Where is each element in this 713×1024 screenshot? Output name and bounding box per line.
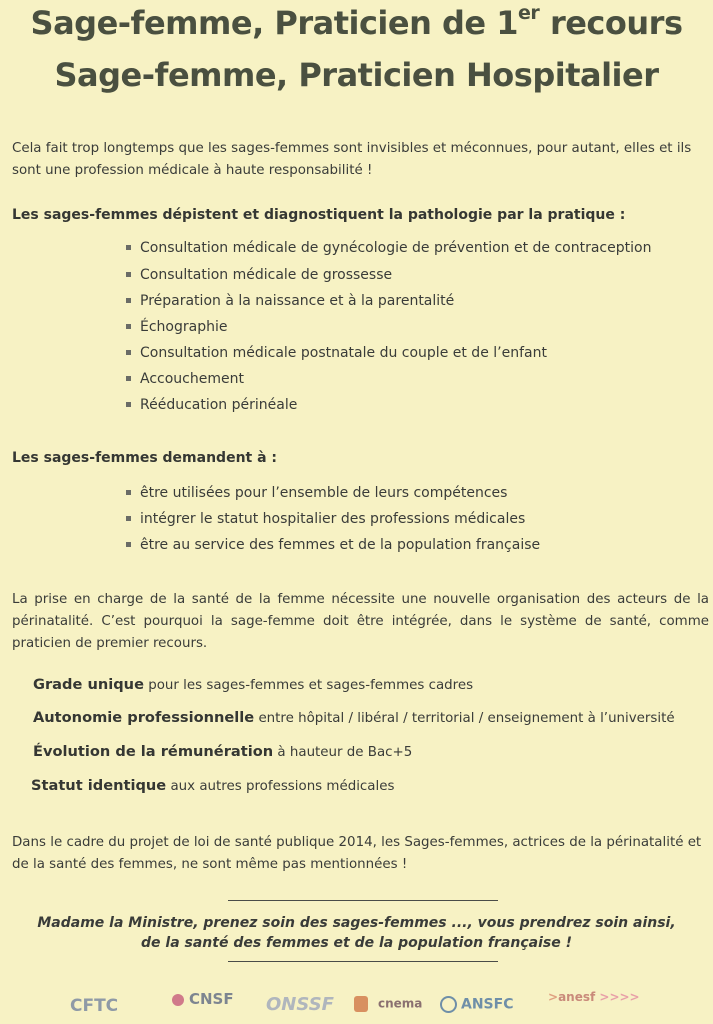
list-item-text: Consultation médicale postnatale du couple et de l’enfant <box>140 345 547 361</box>
list-item-text: être au service des femmes et de la population française <box>140 537 541 553</box>
divider-bottom <box>228 961 498 962</box>
anesf-logo: >anesf >>>> <box>548 990 640 1004</box>
onssf-logo: ONSSF <box>266 994 334 1015</box>
claim-bold: Grade unique <box>33 676 144 693</box>
bullet-icon <box>126 350 131 355</box>
cnema-logo: cnema <box>354 996 422 1012</box>
list-item <box>126 240 651 256</box>
closing-line2: de la santé des femmes et de la population française ! <box>141 935 572 951</box>
list-item-text: Échographie <box>140 319 228 335</box>
claim-remuneration <box>33 743 412 760</box>
list-item <box>126 345 547 361</box>
divider-top <box>228 900 498 901</box>
arrows-icon: > <box>548 990 559 1004</box>
heart-icon <box>172 994 184 1006</box>
list-item <box>126 485 507 501</box>
cftc-logo: CFTC <box>70 996 119 1016</box>
s-icon <box>354 996 368 1012</box>
section1-heading: Les sages-femmes dépistent et diagnostiquent la pathologie par la pratique : <box>12 207 626 223</box>
claim-text: pour les sages-femmes et sages-femmes cadres <box>143 678 474 693</box>
organisation-paragraph: La prise en charge de la santé de la femme nécessite une nouvelle organisation des acteurs de la périnatalité. C’est pourquoi la sage-femme doit être intégrée, dans le système de santé, comme praticien de premier recours. <box>12 592 709 651</box>
list-item-text: Rééducation périnéale <box>140 397 298 413</box>
partner-logos <box>0 986 713 1024</box>
bullet-icon <box>126 324 131 329</box>
bullet-icon <box>126 376 131 381</box>
closing-line1: Madame la Ministre, prenez soin des sages-femmes ..., vous prendrez soin ainsi, <box>37 915 676 931</box>
claim-statut <box>31 777 394 794</box>
bullet-icon <box>126 516 131 521</box>
list-item <box>126 293 454 309</box>
list-item-text: intégrer le statut hospitalier des professions médicales <box>140 511 526 527</box>
claim-text: entre hôpital / libéral / territorial / enseignement à l’université <box>254 711 675 726</box>
list-item <box>126 537 540 553</box>
bullet-icon <box>126 542 131 547</box>
bullet-icon <box>126 402 131 407</box>
page-title-line2: Sage-femme, Praticien Hospitalier <box>54 56 659 94</box>
claim-text: aux autres professions médicales <box>166 779 395 794</box>
list-item <box>126 397 297 413</box>
bullet-icon <box>126 245 131 250</box>
list-item <box>126 267 392 283</box>
title-line1-main: Sage-femme, Praticien de 1 <box>30 4 519 42</box>
section2-heading: Les sages-femmes demandent à : <box>12 450 278 466</box>
claim-bold: Évolution de la rémunération <box>33 743 274 760</box>
list-item-text: Consultation médicale de grossesse <box>140 267 393 283</box>
claim-grade-unique <box>33 676 473 693</box>
bullet-icon <box>126 490 131 495</box>
bullet-icon <box>126 298 131 303</box>
list-item <box>126 511 525 527</box>
list-item-text: Accouchement <box>140 371 244 387</box>
claim-autonomie <box>33 709 675 726</box>
list-item-text: Préparation à la naissance et à la parentalité <box>140 293 455 309</box>
list-item <box>126 371 244 387</box>
cnsf-logo: CNSF <box>172 990 234 1008</box>
list-item-text: être utilisées pour l’ensemble de leurs compétences <box>140 485 508 501</box>
ansfc-logo: ANSFC <box>440 996 513 1013</box>
title-line1-tail: recours <box>539 4 683 42</box>
list-item <box>126 319 227 335</box>
page-title-line1 <box>0 4 713 42</box>
list-item-text: Consultation médicale de gynécologie de prévention et de contraception <box>140 240 652 256</box>
title-line1-sup: er <box>518 2 540 24</box>
law-paragraph: Dans le cadre du projet de loi de santé publique 2014, les Sages-femmes, actrices de la périnatalité et de la santé des femmes, ne sont même pas mentionnées ! <box>12 835 702 872</box>
chevrons-icon: >>>> <box>595 990 640 1004</box>
bullet-icon <box>126 272 131 277</box>
claim-bold: Autonomie professionnelle <box>33 709 255 726</box>
globe-icon <box>440 996 457 1013</box>
intro-paragraph: Cela fait trop longtemps que les sages-femmes sont invisibles et méconnues, pour autant, elles et ils sont une profession médicale à haute responsabilité ! <box>12 141 692 178</box>
claim-bold: Statut identique <box>31 777 167 794</box>
claim-text: à hauteur de Bac+5 <box>273 745 413 760</box>
